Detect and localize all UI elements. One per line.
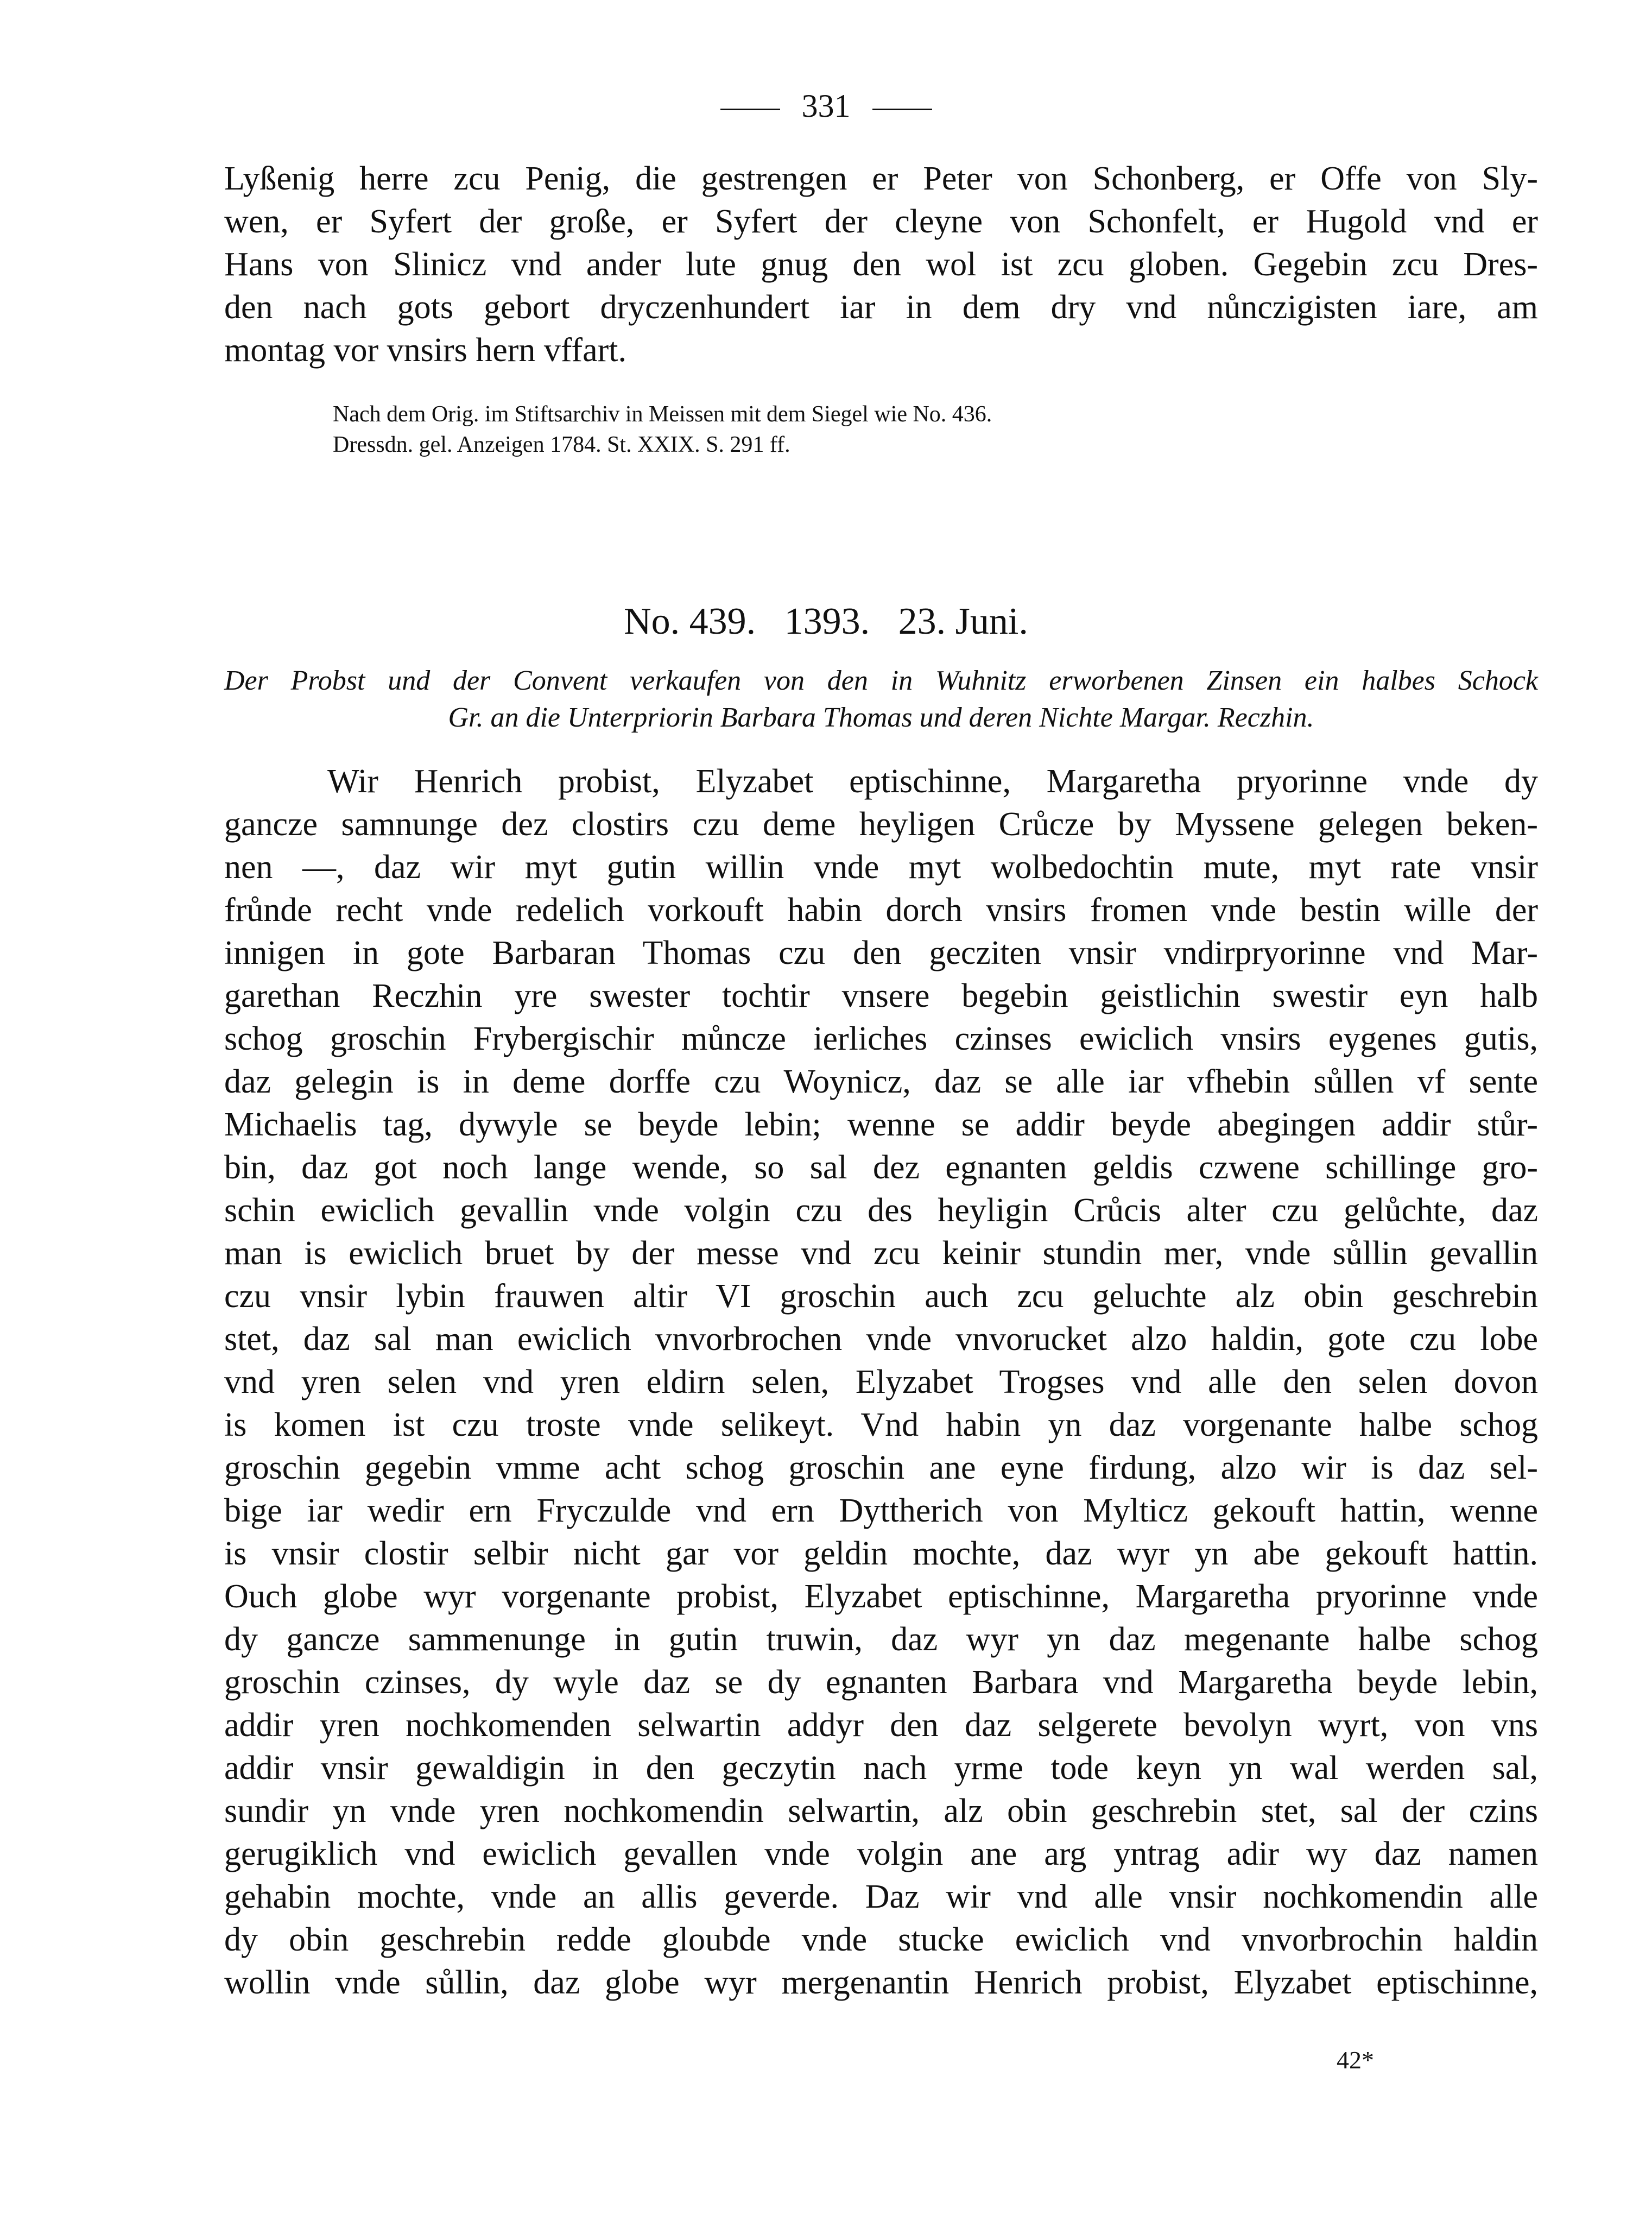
body-line: schin ewiclich gevallin vnde volgin czu des heyligin Crůcis alter czu gelůchte, daz bbox=[224, 1192, 1538, 1229]
header-rule-right bbox=[872, 109, 932, 110]
body-line: groschin gegebin vmme acht schog groschin ane eyne firdung, alzo wir is daz sel- bbox=[224, 1449, 1538, 1486]
body-line: Ouch globe wyr vorgenante probist, Elyzabet eptischinne, Margaretha pryorinne vnde bbox=[224, 1578, 1538, 1615]
signature-mark: 42* bbox=[1337, 2046, 1374, 2074]
intro-line: Hans von Slinicz vnd ander lute gnug den wol ist zcu globen. Gegebin zcu Dres- bbox=[224, 246, 1538, 283]
body-line: daz gelegin is in deme dorffe czu Woynicz, daz se alle iar vfhebin sůllen vf sente bbox=[224, 1063, 1538, 1100]
body-line: schog groschin Frybergischir můncze ierliches czinses ewiclich vnsirs eygenes gutis, bbox=[224, 1020, 1538, 1057]
body-line: addir vnsir gewaldigin in den geczytin nach yrme tode keyn yn wal werden sal, bbox=[224, 1750, 1538, 1787]
body-line: nen —, daz wir myt gutin willin vnde myt wolbedochtin mute, myt rate vnsir bbox=[224, 849, 1538, 886]
body-line: vnd yren selen vnd yren eldirn selen, Elyzabet Trogses vnd alle den selen dovon bbox=[224, 1364, 1538, 1400]
source-note: Dressdn. gel. Anzeigen 1784. St. XXIX. S. 291 ff. bbox=[333, 432, 790, 457]
body-line: stet, daz sal man ewiclich vnvorbrochen vnde vnvorucket alzo haldin, gote czu lobe bbox=[224, 1321, 1538, 1358]
body-line: gehabin mochte, vnde an allis geverde. Daz wir vnd alle vnsir nochkomendin alle bbox=[224, 1878, 1538, 1915]
body-line: Wir Henrich probist, Elyzabet eptischinne, Margaretha pryorinne vnde dy bbox=[327, 763, 1538, 800]
body-line: frůnde recht vnde redelich vorkouft habin dorch vnsirs fromen vnde bestin wille der bbox=[224, 892, 1538, 929]
intro-line: den nach gots gebort dryczenhundert iar in dem dry vnd nůnczigisten iare, am bbox=[224, 289, 1538, 326]
intro-paragraph bbox=[224, 157, 1538, 372]
intro-line: wen, er Syfert der große, er Syfert der cleyne von Schonfelt, er Hugold vnd er bbox=[224, 203, 1538, 240]
document-summary bbox=[224, 662, 1538, 736]
summary-line: Gr. an die Unterpriorin Barbara Thomas und deren Nichte Margar. Reczhin. bbox=[448, 702, 1314, 733]
summary-line: Der Probst und der Convent verkaufen von den in Wuhnitz erworbenen Zinsen ein halbes Schock bbox=[224, 665, 1538, 696]
body-line: bin, daz got noch lange wende, so sal dez egnanten geldis czwene schillinge gro- bbox=[224, 1149, 1538, 1186]
page-number: 331 bbox=[801, 88, 851, 124]
body-line: dy obin geschrebin redde gloubde vnde stucke ewiclich vnd vnvorbrochin haldin bbox=[224, 1921, 1538, 1958]
body-line: groschin czinses, dy wyle daz se dy egnanten Barbara vnd Margaretha beyde lebin, bbox=[224, 1664, 1538, 1701]
body-line: addir yren nochkomenden selwartin addyr den daz selgerete bevolyn wyrt, von vns bbox=[224, 1707, 1538, 1744]
body-line: czu vnsir lybin frauwen altir VI groschin auch zcu geluchte alz obin geschrebin bbox=[224, 1278, 1538, 1315]
body-line: Michaelis tag, dywyle se beyde lebin; wenne se addir beyde abegingen addir stůr- bbox=[224, 1106, 1538, 1143]
body-line: wollin vnde sůllin, daz globe wyr mergenantin Henrich probist, Elyzabet eptischinne, bbox=[224, 1964, 1538, 2001]
body-line: garethan Reczhin yre swester tochtir vnsere begebin geistlichin swestir eyn halb bbox=[224, 977, 1538, 1014]
body-line: bige iar wedir ern Fryczulde vnd ern Dyttherich von Mylticz gekouft hattin, wenne bbox=[224, 1492, 1538, 1529]
document-heading: No. 439. 1393. 23. Juni. bbox=[624, 601, 1028, 642]
intro-line: Lyßenig herre zcu Penig, die gestrengen er Peter von Schonberg, er Offe von Sly- bbox=[224, 160, 1538, 197]
body-line: innigen in gote Barbaran Thomas czu den gecziten vnsir vndirpryorinne vnd Mar- bbox=[224, 935, 1538, 971]
charter-text bbox=[224, 760, 1538, 2004]
body-line: is vnsir clostir selbir nicht gar vor geldin mochte, daz wyr yn abe gekouft hattin. bbox=[224, 1535, 1538, 1572]
header-rule-left bbox=[720, 109, 780, 110]
body-line: dy gancze sammenunge in gutin truwin, daz wyr yn daz megenante halbe schog bbox=[224, 1621, 1538, 1658]
body-line: gancze samnunge dez clostirs czu deme heyligen Crůcze by Myssene gelegen beken- bbox=[224, 806, 1538, 843]
body-line: sundir yn vnde yren nochkomendin selwartin, alz obin geschrebin stet, sal der czins bbox=[224, 1793, 1538, 1829]
body-line: man is ewiclich bruet by der messe vnd zcu keinir stundin mer, vnde sůllin gevallin bbox=[224, 1235, 1538, 1272]
body-line: is komen ist czu troste vnde selikeyt. Vnd habin yn daz vorgenante halbe schog bbox=[224, 1406, 1538, 1443]
intro-line: montag vor vnsirs hern vffart. bbox=[224, 332, 626, 369]
page-header bbox=[0, 84, 1652, 128]
body-line: gerugiklich vnd ewiclich gevallen vnde volgin ane arg yntrag adir wy daz namen bbox=[224, 1835, 1538, 1872]
source-note: Nach dem Orig. im Stiftsarchiv in Meissen mit dem Siegel wie No. 436. bbox=[333, 402, 992, 427]
